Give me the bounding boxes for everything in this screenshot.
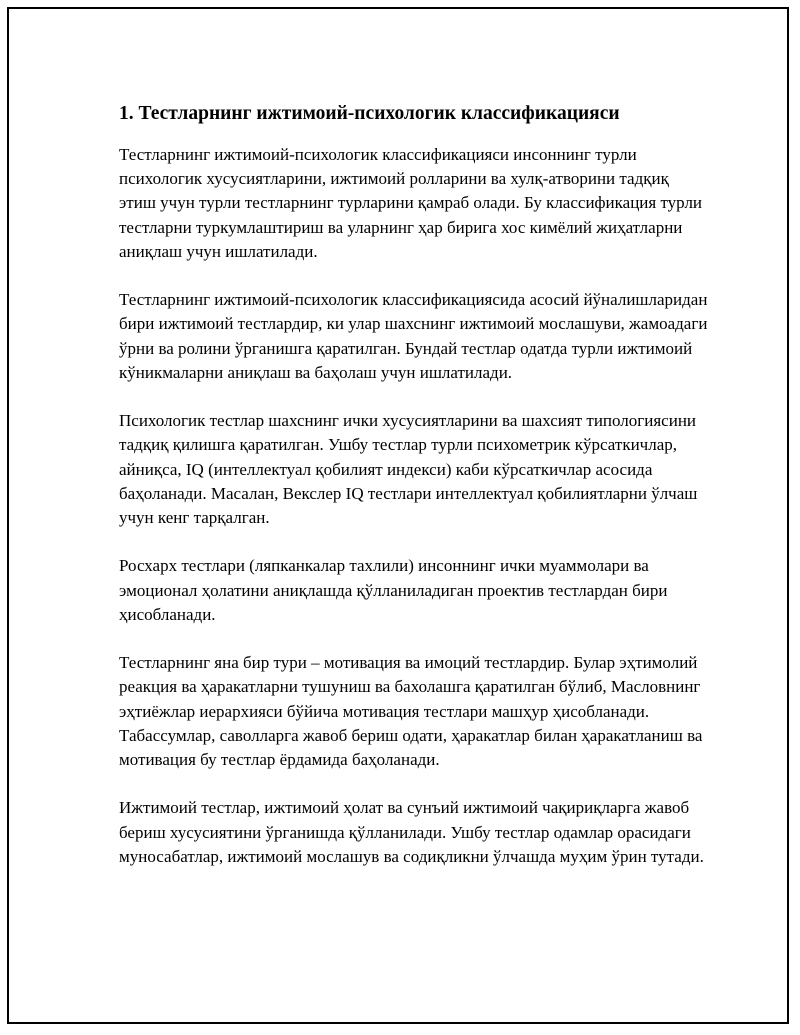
document-body xyxy=(119,101,709,869)
paragraph-1: Тестларнинг ижтимоий-психологик классификацияси инсоннинг турли психологик хусусиятларини, ижтимоий ролларини ва хулқ-атворини тадқиқ этиш учун турли тестларнинг турларини қамраб олади. Бу классификация турли тестларни туркумлаштириш ва уларнинг ҳар бирига хос кимёлий жиҳатларни аниқлаш учун ишлатилади. xyxy=(119,145,703,261)
paragraph-4: Росхарх тестлари (ляпканкалар тахлили) инсоннинг ички муаммолари ва эмоционал ҳолатини аниқлашда қўлланиладиган проектив тестлардан бири ҳисобланади. xyxy=(119,556,668,624)
paragraph-5: Тестларнинг яна бир тури – мотивация ва имоций тестлардир. Булар эҳтимолий реакция ва ҳаракатларни тушуниш ва бахолашга қаратилган бўлиб, Масловнинг эҳтиёжлар иерархияси бўйича мотивация тестлари машҳур ҳисобланади. Табассумлар, саволларга жавоб бериш одати, ҳаракатлар билан ҳаракатланиш ва мотивация бу тестлар ёрдамида баҳоланади. xyxy=(119,653,703,770)
paragraph-6: Ижтимоий тестлар, ижтимоий ҳолат ва сунъий ижтимоий чақириқларга жавоб бериш хусусиятини ўрганишда қўлланилади. Ушбу тестлар одамлар орасидаги муносабатлар, ижтимоий мослашув ва содиқликни ўлчашда муҳим ўрин тутади. xyxy=(119,798,704,866)
page-frame xyxy=(7,7,789,1024)
paragraph-2: Тестларнинг ижтимоий-психологик классификациясида асосий йўналишларидан бири ижтимоий тестлардир, ки улар шахснинг ижтимоий мослашуви, жамоадаги ўрни ва ролини ўрганишга қаратилган. Бундай тестлар одатда турли ижтимоий кўникмаларни аниқлаш ва баҳолаш учун ишлатилади. xyxy=(119,290,708,382)
paragraph-3: Психологик тестлар шахснинг ички хусусиятларини ва шахсият типологиясини тадқиқ қилишга қаратилган. Ушбу тестлар турли психометрик кўрсаткичлар, айниқса, IQ (интеллектуал қобилият индекси) каби кўрсаткичлар асосида баҳоланади. Масалан, Векслер IQ тестлари интеллектуал қобилиятларни ўлчаш учун кенг тарқалган. xyxy=(119,411,698,528)
document-title: 1. Тестларнинг ижтимоий-психологик классификацияси xyxy=(119,103,620,124)
